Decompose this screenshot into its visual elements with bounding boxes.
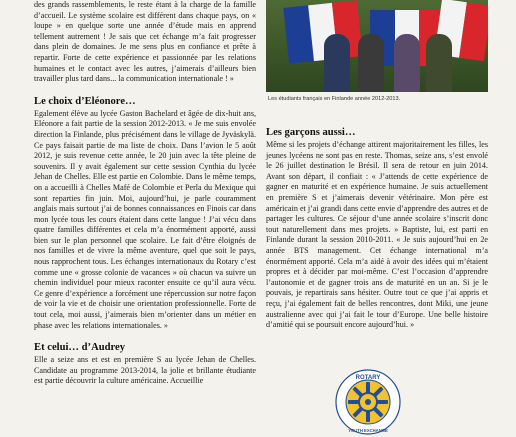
student-figure	[324, 34, 350, 92]
svg-text:ROTARY: ROTARY	[355, 375, 381, 381]
garcons-paragraph: Même si les projets d’échange attirent majoritairement les filles, les jeunes lycéens ne sont pas en reste. Thomas, seize ans, s’est envolé le 26 juillet destination le Brésil. Il sera de retour en juin 2014. Avant son départ, il confiait : « J’attends de cette expérience de gagner en maturité et en expérience humaine. Je suis actuellement en première S et j’aimerais devenir vétérinaire. Mon père est américain et j’ai grandi dans cette envie d’apprendre des autres et de partager les cultures. Ce séjour d’une année scolaire s’inscrit donc tout naturellement dans mes projets. » Baptiste, lui, est parti en Finlande durant la session 2010-2011. « Je suis aujourd’hui en 2e année BTS management. Cet échange international m’a énormément apporté. Cela m’a aidé à avoir des idées qui m’étaient propres et à décider par moi-même. C’est l’occasion d’apprendre l’autonomie et de gagner trois ans de maturité en un an. Si je le pouvais, je repartirais sans hésiter. Outre tout ce que j’ai appris et reçu, j’ai également fait de belles rencontres, dont Miki, une jeune australienne avec qui j’ai fait le tour d’Europe. Une belle histoire d’amitié qui se poursuit encore aujourd’hui. »	[266, 140, 488, 330]
student-figure	[394, 34, 420, 92]
garcons-heading: Les garçons aussi…	[266, 127, 356, 138]
photo-caption: Les étudiants français en Finlande année 2012-2013.	[268, 96, 401, 102]
left-column	[34, 0, 256, 387]
eleonore-heading: Le choix d’Eléonore…	[34, 95, 136, 107]
right-column	[266, 126, 488, 331]
students-photo	[266, 0, 488, 92]
audrey-paragraph: Elle a seize ans et est en première S au lycée Jehan de Chelles. Candidate au programme 2013-2014, la jolie et brillante étudiante est partie découvrir la culture américaine. Accueillie	[34, 355, 256, 386]
french-flag-left	[283, 0, 362, 63]
svg-text:YOUTH EXCHANGE: YOUTH EXCHANGE	[348, 428, 388, 433]
audrey-heading: Et celui… d’Audrey	[34, 342, 126, 354]
student-figure	[358, 34, 384, 92]
rotary-youth-exchange-logo	[335, 369, 401, 435]
student-figure	[426, 34, 452, 92]
eleonore-paragraph: Egalement élève au lycée Gaston Bachelard et âgée de dix-huit ans, Eléonore a fait partie de la session 2012-2013. « Je me suis envolée direction la Finlande, plus précisément dans le village de Jyväskylä. Ce pays faisait partie de ma liste de choix. Dans l’avion le 5 août 2012, je suis revenue cette année, le 20 juin avec la tête pleine de souvenirs. Il y avait également sur cette session Cynthia du lycée Jehan de Chelles. Elle est partie en Colombie. Dans le même temps, on a accueilli à Chelles Mafé de Colombie et Perla du Mexique qui sont reparties fin juin. Moi, aujourd’hui, je parle couramment anglais mais surtout j’ai de bonnes connaissances en Finois car dans mon lycée tous les cours étaient dans cette langue ! J’ai vécu dans quatre familles différentes et cela m’a énormément apporté, aussi bien sur le plan personnel que scolaire. Le fait d’être éloignés de nos familles et de vivre la même aventure, quel que soit le pays, nous rapprochent tous. Les échanges internationaux du Rotary c’est comme une « grosse colonie de vacances » où chacun va suivre un chemin individuel pour mieux raconter ensuite ce qu’il aura vécu. Ce genre d’expérience a forcément une répercussion sur notre façon de voir la vie et de choisir une orientation professionnelle. Forte de tout cela, moi aussi, j’aimerais bien m’orienter dans un métier en phase avec les relations internationales. »	[34, 108, 256, 330]
intro-paragraph: des grands rassemblements, le reste étant à la charge de la famille d’accueil. Le système scolaire est différent dans chaque pays, on « loupe » en quelque sorte une année d’étude mais en apprend tellement autrement ! Je sais que cet échange m’a fait progresser dans plein de domaines. Je me sens plus en confiance et prête à repartir. Forte de cette expérience et passionnée par les relations humaines et le contact avec les autres, j’aimerais d’ailleurs bien travailler plus tard dans... la communication internationale ! »	[34, 0, 256, 84]
